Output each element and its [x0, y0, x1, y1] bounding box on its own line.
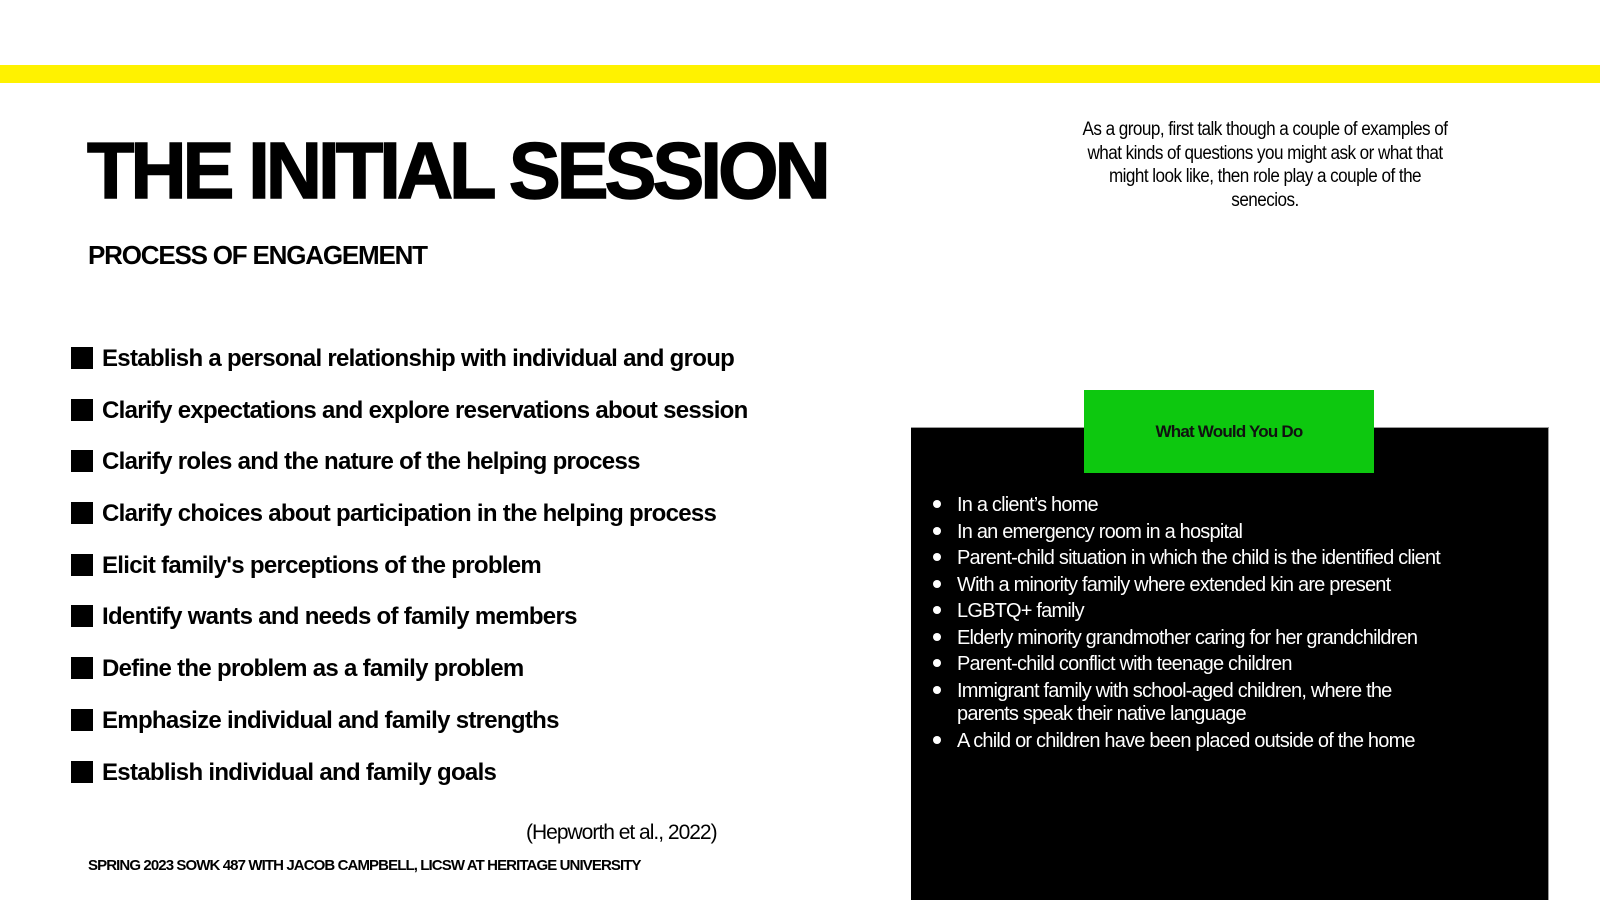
scenario-text: Parent-child situation in which the child is the identified client [957, 547, 1441, 569]
step-text: Define the problem as a family problem [102, 655, 524, 683]
scenario-text: Parent-child conflict with teenage children [957, 653, 1292, 675]
dot-bullet-icon [933, 500, 941, 508]
square-bullet-icon [71, 450, 93, 472]
step-text: Clarify choices about participation in the helping process [102, 500, 717, 528]
list-item [71, 552, 748, 604]
list-item [71, 759, 748, 811]
scenario-text: A child or children have been placed outside of the home [957, 729, 1415, 752]
dot-bullet-icon [933, 606, 941, 614]
slide-title: THE INITIAL SESSION [87, 126, 827, 215]
scenario-list [930, 494, 1450, 756]
list-item [930, 627, 1450, 651]
list-item [930, 730, 1450, 754]
square-bullet-icon [71, 554, 93, 576]
step-text: Establish a personal relationship with individual and group [102, 345, 735, 372]
list-item [71, 448, 748, 500]
list-item [930, 680, 1450, 727]
list-item [71, 500, 748, 552]
dot-bullet-icon [933, 553, 941, 561]
yellow-accent-bar [0, 65, 1600, 83]
list-item [930, 653, 1450, 677]
list-item [71, 707, 748, 759]
step-text: Elicit family's perceptions of the problem [102, 551, 542, 579]
dot-bullet-icon [933, 527, 941, 535]
square-bullet-icon [71, 709, 93, 731]
square-bullet-icon [71, 605, 93, 627]
list-item [930, 494, 1450, 518]
step-text: Identify wants and needs of family members [102, 603, 577, 631]
dot-bullet-icon [933, 633, 941, 641]
step-text: Establish individual and family goals [102, 758, 497, 786]
list-item [930, 574, 1450, 598]
scenario-text: With a minority family where extended kin are present [957, 573, 1391, 596]
step-text: Clarify roles and the nature of the helping process [102, 448, 640, 476]
list-item [71, 603, 748, 655]
activity-instructions: As a group, first talk though a couple of examples of what kinds of questions you might ask or what that might look like, then role play a couple of the senecios. [1082, 119, 1448, 211]
course-footer: SPRING 2023 SOWK 487 WITH JACOB CAMPBELL, LICSW AT HERITAGE UNIVERSITY [88, 857, 641, 874]
citation: (Hepworth et al., 2022) [526, 821, 717, 844]
engagement-steps-list [71, 345, 748, 810]
dot-bullet-icon [933, 686, 941, 694]
scenario-panel-header [1084, 390, 1374, 473]
square-bullet-icon [71, 761, 93, 783]
list-item [71, 655, 748, 707]
square-bullet-icon [71, 657, 93, 679]
square-bullet-icon [71, 502, 93, 524]
slide-subtitle: PROCESS OF ENGAGEMENT [88, 240, 427, 270]
list-item [930, 521, 1450, 545]
scenario-text: In an emergency room in a hospital [957, 520, 1243, 543]
list-item [930, 547, 1450, 571]
scenario-text: Elderly minority grandmother caring for her grandchildren [957, 626, 1418, 649]
list-item [71, 345, 748, 397]
step-text: Emphasize individual and family strengths [102, 706, 559, 734]
list-item [71, 397, 748, 449]
step-text: Clarify expectations and explore reservations about session [102, 396, 748, 424]
square-bullet-icon [71, 399, 93, 421]
square-bullet-icon [71, 347, 93, 369]
dot-bullet-icon [933, 736, 941, 744]
scenario-text: LGBTQ+ family [957, 600, 1084, 622]
scenario-text: In a client’s home [957, 494, 1098, 516]
list-item [930, 600, 1450, 624]
scenario-text: Immigrant family with school-aged children, where the parents speak their native language [957, 679, 1392, 725]
dot-bullet-icon [933, 580, 941, 588]
dot-bullet-icon [933, 659, 941, 667]
scenario-panel-title: What Would You Do [1155, 421, 1303, 441]
